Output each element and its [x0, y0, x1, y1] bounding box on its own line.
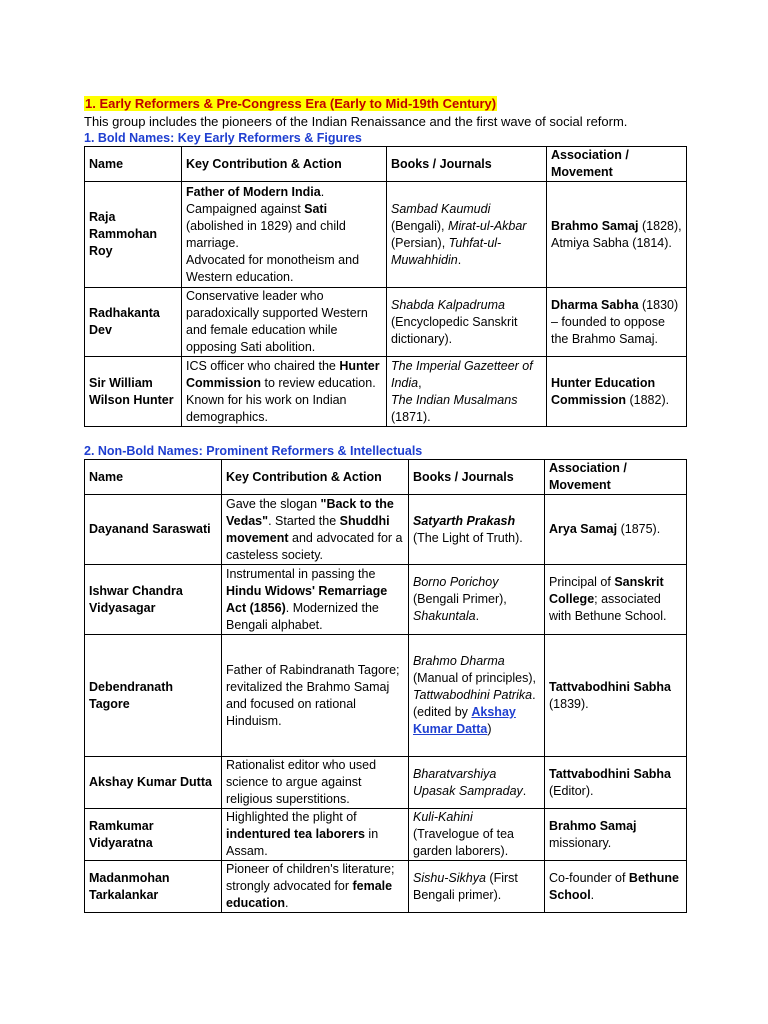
cell-contribution	[222, 495, 409, 565]
early-reformers-table	[84, 146, 687, 427]
cell-text: .	[285, 896, 289, 910]
cell-text: (Persian),	[391, 235, 449, 250]
table-2-heading: 2. Non-Bold Names: Prominent Reformers & Intellectuals	[84, 444, 423, 458]
cell-text: (1839).	[549, 696, 589, 711]
cell-contribution	[222, 861, 409, 913]
header-association: Association / Movement	[547, 147, 687, 182]
cell-text: Conservative leader who paradoxically supported Western and female education while opposing Sati abolition.	[186, 289, 368, 354]
cell-association	[545, 861, 687, 913]
cell-text: .	[475, 609, 480, 623]
cell-text: Advocated for monotheism and Western education.	[186, 252, 360, 284]
cell-books	[409, 635, 545, 757]
table-row	[85, 495, 687, 565]
cell-text: Pioneer of children's literature; strongly advocated for	[226, 862, 395, 893]
cell-text: (Travelogue of tea garden laborers).	[413, 827, 514, 858]
cell-name: Raja Rammohan Roy	[85, 182, 182, 288]
cell-text: Sambad Kaumudi	[391, 201, 491, 216]
cell-text: . Campaigned against	[186, 184, 325, 216]
cell-association	[545, 757, 687, 809]
cell-text: Kuli-Kahini	[413, 810, 473, 824]
cell-text: Bharatvarshiya Upasak Sampraday	[413, 766, 523, 798]
cell-text: (1871).	[391, 409, 431, 424]
cell-contribution	[222, 809, 409, 861]
cell-association	[547, 288, 687, 357]
section-1-intro: This group includes the pioneers of the Indian Renaissance and the first wave of social reform.	[84, 114, 628, 129]
cell-text: (1830) – founded to oppose the Brahmo Samaj.	[551, 297, 679, 346]
cell-name: Ramkumar Vidyaratna	[85, 809, 222, 861]
header-name: Name	[85, 147, 182, 182]
table-row	[85, 182, 687, 288]
cell-text: (First Bengali primer).	[413, 870, 518, 902]
cell-text: Atmiya Sabha (1814).	[551, 235, 672, 250]
cell-text: Bethune School	[549, 870, 679, 902]
cell-text: Satyarth Prakash	[413, 513, 516, 528]
cell-association	[545, 809, 687, 861]
cell-association	[547, 357, 687, 427]
cell-text: Tattvabodhini Sabha	[549, 679, 671, 694]
prominent-reformers-table	[84, 459, 687, 913]
cell-text: Instrumental in passing the	[226, 566, 376, 581]
cell-text: Father of Modern India	[186, 184, 321, 199]
table-row	[85, 861, 687, 913]
cell-text: Gave the slogan	[226, 496, 321, 511]
table-row	[85, 288, 687, 357]
cell-contribution	[222, 635, 409, 757]
cell-contribution	[182, 182, 387, 288]
table-header-row	[85, 147, 687, 182]
cell-text: indentured tea laborers	[226, 827, 365, 841]
cell-text: (Bengali),	[391, 218, 448, 233]
cell-text: "Back to the Vedas"	[226, 496, 394, 528]
cell-text: Sati	[304, 201, 328, 216]
cell-text: Brahmo Samaj	[551, 218, 639, 233]
table-header-row	[85, 460, 687, 495]
cell-text: Shakuntala	[413, 609, 476, 623]
cell-name: Dayanand Saraswati	[85, 495, 222, 565]
cell-text: missionary.	[549, 835, 612, 850]
cell-text: ,	[418, 375, 422, 390]
cell-name: Radhakanta Dev	[85, 288, 182, 357]
table-row	[85, 357, 687, 427]
cell-books	[387, 357, 547, 427]
cell-text: . (edited by	[413, 688, 536, 719]
cell-books	[409, 809, 545, 861]
header-contribution: Key Contribution & Action	[182, 147, 387, 182]
cell-text: Principal of	[549, 575, 615, 589]
cell-text: Tattwabodhini Patrika	[413, 688, 533, 702]
cell-association	[545, 565, 687, 635]
cell-contribution	[182, 357, 387, 427]
header-books: Books / Journals	[387, 147, 547, 182]
cell-text: (The Light of Truth).	[413, 530, 523, 545]
cell-books	[409, 495, 545, 565]
table-1-heading: 1. Bold Names: Key Early Reformers & Figures	[84, 131, 362, 145]
cell-books	[387, 182, 547, 288]
table-row	[85, 809, 687, 861]
cell-text: The Indian Musalmans	[391, 392, 518, 407]
cell-text: Tuhfat-ul-Muwahhidin	[391, 235, 502, 267]
cell-text: (abolished in 1829) and child marriage.	[186, 218, 346, 250]
cell-books	[409, 565, 545, 635]
cell-text: to review education. Known for his work on Indian demographics.	[186, 375, 376, 424]
cell-text: Brahmo Dharma	[413, 654, 505, 668]
document-page	[84, 95, 686, 913]
cell-text: The Imperial Gazetteer of India	[391, 358, 533, 390]
cell-text: Sanskrit College	[549, 575, 664, 606]
cell-text: .	[522, 783, 527, 798]
cell-text: Hindu Widows' Remarriage Act (1856)	[226, 583, 388, 615]
cell-text: Hunter Commission	[186, 358, 380, 390]
cell-text: .	[457, 252, 462, 267]
cell-text: (Bengali Primer),	[413, 592, 507, 606]
cell-text: Shabda Kalpadruma	[391, 297, 505, 312]
cell-text: Sishu-Sikhya	[413, 870, 486, 885]
cell-text: . Started the	[268, 513, 340, 528]
cell-text: Mirat-ul-Akbar	[447, 218, 527, 233]
header-association: Association / Movement	[545, 460, 687, 495]
cell-text: Highlighted the plight of	[226, 810, 357, 824]
cell-text: Arya Samaj	[549, 522, 618, 536]
table-row	[85, 757, 687, 809]
cell-books	[409, 757, 545, 809]
cell-contribution	[222, 565, 409, 635]
section-1-title: 1. Early Reformers & Pre-Congress Era (Early to Mid-19th Century)	[85, 96, 497, 111]
table-row	[85, 565, 687, 635]
cell-text: .	[590, 887, 595, 902]
cell-text: Borno Porichoy	[413, 575, 499, 589]
cell-text: Rationalist editor who used science to argue against religious superstitions.	[226, 758, 377, 806]
header-contribution: Key Contribution & Action	[222, 460, 409, 495]
cell-text: (Manual of principles),	[413, 671, 536, 685]
cell-name: Sir William Wilson Hunter	[85, 357, 182, 427]
cell-text: (1882).	[626, 392, 670, 407]
cell-text: Brahmo Samaj	[549, 818, 637, 833]
header-name: Name	[85, 460, 222, 495]
cell-text: Father of Rabindranath Tagore; revitalized the Brahmo Samaj and focused on rational Hinduism.	[226, 662, 400, 728]
cell-text: ICS officer who chaired the	[186, 358, 340, 373]
cell-text: Hunter Education Commission	[551, 375, 656, 407]
cell-contribution	[182, 288, 387, 357]
cell-books	[387, 288, 547, 357]
header-books: Books / Journals	[409, 460, 545, 495]
cell-name: Debendranath Tagore	[85, 635, 222, 757]
cell-name: Ishwar Chandra Vidyasagar	[85, 565, 222, 635]
cell-contribution	[222, 757, 409, 809]
cell-name: Madanmohan Tarkalankar	[85, 861, 222, 913]
cell-text: Dharma Sabha	[551, 297, 639, 312]
cell-text: in Assam.	[226, 827, 379, 858]
cell-text: Tattvabodhini Sabha	[549, 766, 671, 781]
cell-text: (1875).	[617, 522, 661, 536]
cell-text: )	[487, 722, 492, 736]
cell-text: and advocated for a casteless society.	[226, 530, 403, 562]
cell-text: Co-founder of	[549, 870, 629, 885]
cell-text: female education	[226, 879, 393, 910]
cell-text: . Modernized the Bengali alphabet.	[226, 600, 379, 632]
cell-association	[545, 495, 687, 565]
cell-association	[547, 182, 687, 288]
cell-text: Shuddhi movement	[226, 513, 390, 545]
cell-association	[545, 635, 687, 757]
cell-text: (Editor).	[549, 783, 594, 798]
cell-text: (Encyclopedic Sanskrit dictionary).	[391, 314, 518, 346]
cell-name: Akshay Kumar Dutta	[85, 757, 222, 809]
cell-text: (1828),	[638, 218, 682, 233]
inline-link[interactable]: Akshay Kumar Datta	[413, 705, 516, 736]
table-row	[85, 635, 687, 757]
cell-text: ; associated with Bethune School.	[549, 592, 667, 623]
cell-books	[409, 861, 545, 913]
